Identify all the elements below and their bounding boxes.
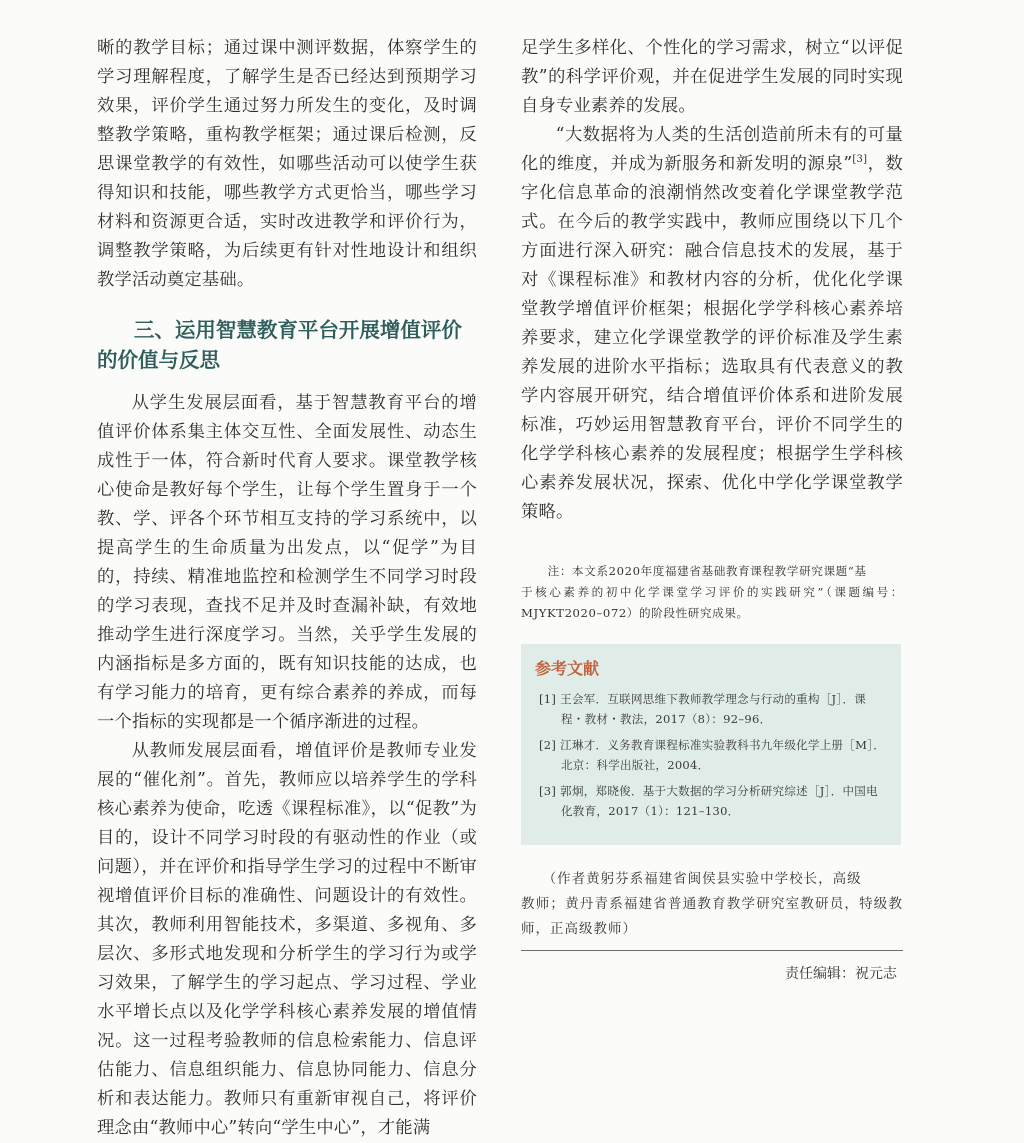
divider-line	[521, 950, 903, 951]
references-title: 参考文献	[535, 659, 600, 678]
body-paragraph: 从教师发展层面看，增值评价是教师专业发展的“催化剂”。首先，教师应以培养学生的学科核心素养为使命，吃透《课程标准》，以“促教”为目的，设计不同学习时段的有驱动性的作业（或问题），并在评价和指导学生学习的过程中不断审视增值评价目标的准确性、问题设计的有效性。其次，教师利用智能技术，多渠道、多视角、多层次、多形式地发现和分析学生的学习行为或学习效果，了解学生的学习起点、学习过程、学业水平增长点以及化学学科核心素养发展的增值情况。这一过程考验教师的信息检索能力、信息评估能力、信息组织能力、信息协同能力、信息分析和表达能力。教师只有重新审视自己，将评价理念由“教师中心”转向“学生中心”，才能满	[97, 741, 477, 1138]
funding-note	[521, 561, 903, 624]
references-box	[521, 644, 901, 845]
responsible-editor: 责任编辑：祝元志	[785, 966, 897, 982]
author-line1: （作者黄躬芬系福建省闽侯县实验中学校长，高级	[542, 871, 862, 887]
author-rest: 教师；黄丹青系福建省普通教育教学研究室教研员，特级教师，正高级教师）	[521, 896, 903, 937]
quote-continuation: ，数字化信息革命的浪潮悄然改变着化学课堂教学范式。在今后的教学实践中，教师应围绕以下几个方面进行深入研究：融合信息技术的发展，基于对《课程标准》和教材内容的分析，优化化学课堂教学增值评价框架；根据化学学科核心素养培养要求，建立化学课堂教学的评价标准及学生素养发展的进阶水平指标；选取具有代表意义的教学内容展开研究，结合增值评价体系和进阶发展标准，巧妙运用智慧教育平台，评价不同学生的化学学科核心素养的发展程度；根据学生学科核心素养发展状况，探索、优化中学化学课堂教学策略。	[521, 154, 903, 522]
body-paragraph-quote	[521, 121, 903, 527]
body-paragraph: 晰的教学目标；通过课中测评数据，体察学生的学习理解程度，了解学生是否已经达到预期学习效果，评价学生通过努力所发生的变化，及时调整教学策略，重构教学框架；通过课后检测，反思课堂教学的有效性，如哪些活动可以使学生获得知识和技能，哪些教学方式更恰当，哪些学习材料和资源更合适，实时改进教学和评价行为，调整教学策略，为后续更有针对性地设计和组织教学活动奠定基础。	[97, 38, 477, 290]
right-column	[521, 34, 903, 983]
note-rest: 于核心素养的初中化学课堂学习评价的实践研究”（课题编号：MJYKT2020–072）的阶段性研究成果。	[521, 585, 903, 620]
author-info	[521, 867, 903, 942]
reference-item: [1] 王会军．互联网思维下教师教学理念与行动的重构［J］．课程・教材・教法，2017（8）：92–96．	[539, 692, 867, 726]
left-column	[97, 34, 477, 1143]
citation-marker: [3]	[852, 154, 868, 166]
section-heading	[97, 315, 477, 375]
body-paragraph: 从学生发展层面看，基于智慧教育平台的增值评价体系集主体交互性、全面发展性、动态生成性于一体，符合新时代育人要求。课堂教学核心使命是教好每个学生，让每个学生置身于一个教、学、评各个环节相互支持的学习系统中，以提高学生的生命质量为出发点，以“促学”为目的，持续、精准地监控和检测学生不同学习时段的学习表现，查找不足并及时查漏补缺，有效地推动学生进行深度学习。当然，关乎学生发展的内涵指标是多方面的，既有知识技能的达成，也有学习能力的培育，更有综合素养的养成，而每一个指标的实现都是一个循序渐进的过程。	[97, 393, 477, 732]
reference-item: [3] 郭炯，郑晓俊．基于大数据的学习分析研究综述［J］．中国电化教育，2017（1）：121–130．	[539, 784, 878, 818]
body-paragraph: 足学生多样化、个性化的学习需求，树立“以评促教”的科学评价观，并在促进学生发展的同时实现自身专业素养的发展。	[521, 38, 903, 116]
section-heading-line1: 三、运用智慧教育平台开展增值评价	[133, 318, 462, 342]
reference-item: [2] 江琳才．义务教育课程标准实验教科书九年级化学上册［M］．北京：科学出版社，2004．	[539, 738, 886, 772]
quote-text: “大数据将为人类的生活创造前所未有的可量化的维度，并成为新服务和新发明的源泉”	[521, 125, 903, 174]
section-heading-line2: 的价值与反思	[97, 348, 220, 372]
note-line1: 注：本文系2020年度福建省基础教育课程教学研究课题“基	[547, 564, 867, 578]
